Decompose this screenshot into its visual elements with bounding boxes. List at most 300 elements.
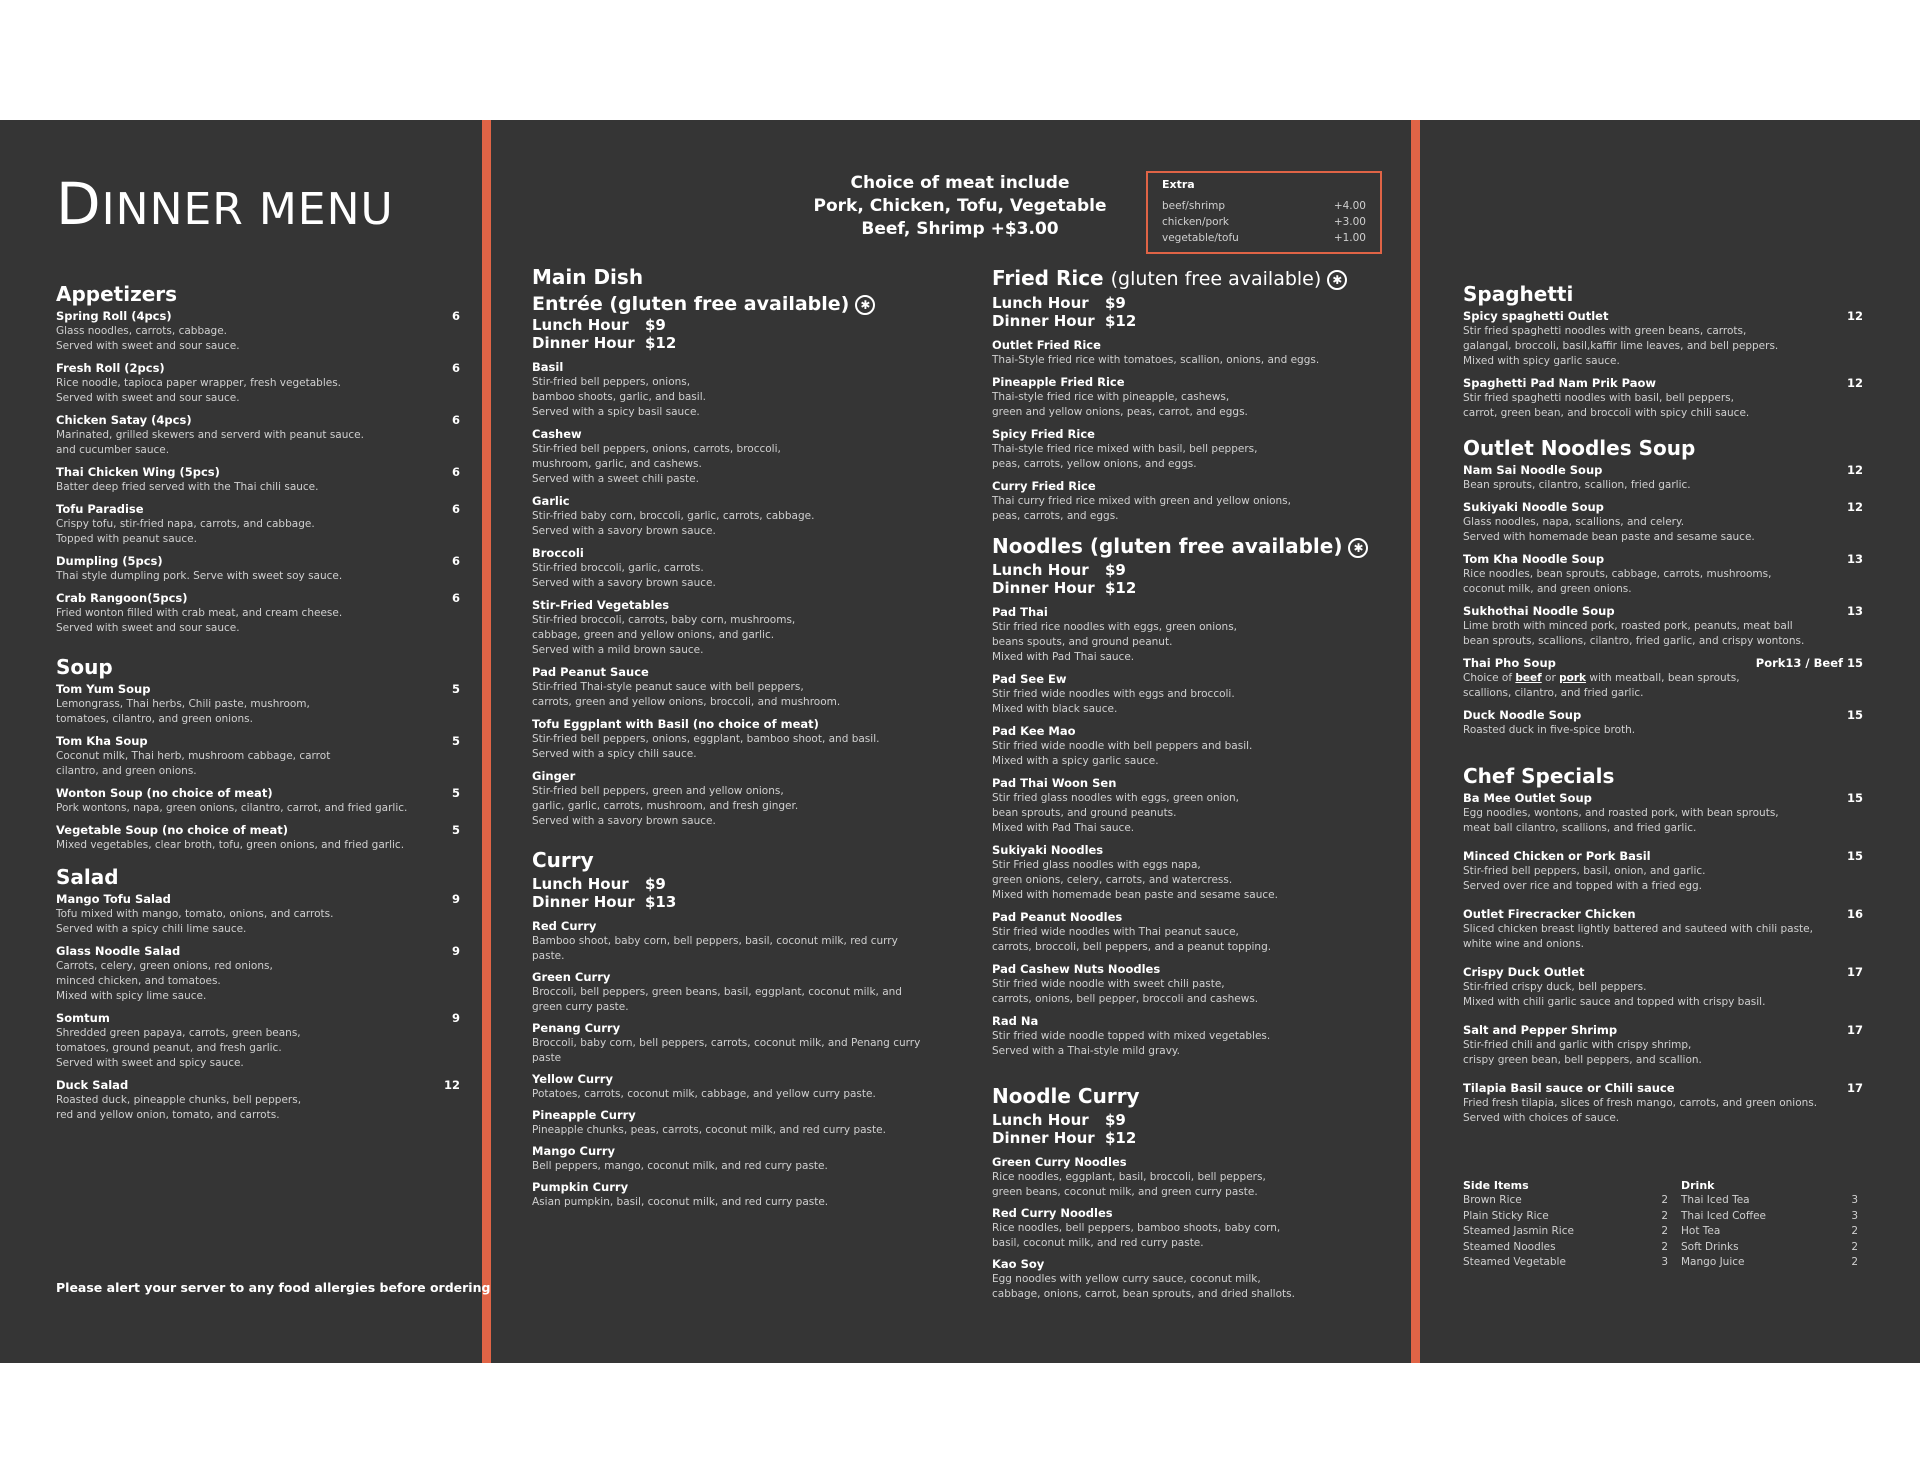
item-name: Outlet Fried Rice <box>992 338 1101 352</box>
menu-sheet <box>0 120 1920 1363</box>
list-item <box>56 465 460 495</box>
list-item <box>992 1257 1392 1302</box>
item-name: Pad Peanut Noodles <box>992 910 1123 924</box>
item-description: Stir-fried bell peppers, basil, onion, and garlic. Served over rice and topped with a fried egg. <box>1463 865 1706 892</box>
item-description: Thai-Style fried rice with tomatoes, scallion, onions, and eggs. <box>992 354 1320 366</box>
list-item <box>992 605 1392 665</box>
item-description: Thai-style fried rice with pineapple, cashews, green and yellow onions, peas, carrot, and eggs. <box>992 391 1248 418</box>
fried-rice-section <box>992 266 1392 531</box>
item-name: Garlic <box>532 494 570 508</box>
item-name: Sukiyaki Noodle Soup <box>1463 500 1604 514</box>
list-item <box>1463 309 1863 369</box>
soup-section <box>56 655 460 860</box>
item-name: Cashew <box>532 427 582 441</box>
chef-specials-list <box>1463 791 1863 1126</box>
chef-specials-heading: Chef Specials <box>1463 764 1615 788</box>
price-row <box>1463 1240 1668 1256</box>
price-row <box>1463 1255 1668 1271</box>
curry-dinner-hour: Dinner Hour $13 <box>532 893 677 911</box>
noodle-curry-lunch-hour: Lunch Hour $9 <box>992 1111 1126 1129</box>
item-name: Basil <box>532 360 564 374</box>
list-item <box>56 892 460 937</box>
item-description: Bean sprouts, cilantro, scallion, fried garlic. <box>1463 479 1691 491</box>
item-name: Tom Kha Soup <box>56 734 148 748</box>
price-row <box>1162 230 1366 246</box>
list-item <box>992 910 1392 955</box>
noodles-lunch-hour: Lunch Hour $9 <box>992 561 1126 579</box>
item-description: Stir fried spaghetti noodles with basil, bell peppers, carrot, green bean, and broccoli with spicy chili sauce. <box>1463 392 1750 419</box>
list-item <box>56 682 460 727</box>
list-item <box>56 502 460 547</box>
item-description: Pineapple chunks, peas, carrots, coconut milk, and red curry paste. <box>532 1124 886 1136</box>
soup-list <box>56 682 460 853</box>
page-title: DINNER MENU <box>56 170 394 238</box>
row-label: Thai Iced Tea <box>1681 1194 1750 1206</box>
list-item: Thai Pho Soup Pork13 / Beef 15 Choice of beef or pork with meatball, bean sprouts, scallions, cilantro, and fried garlic. <box>1463 656 1863 699</box>
item-description: Egg noodles, wontons, and roasted pork, with bean sprouts, meat ball cilantro, scallions, and fried garlic. <box>1463 807 1779 834</box>
list-item <box>992 1206 1392 1251</box>
item-description: Stir fried glass noodles with eggs, green onion, bean sprouts, and ground peanuts. Mixed with Pad Thai sauce. <box>992 792 1240 834</box>
extra-list <box>1162 198 1366 246</box>
item-name: Kao Soy <box>992 1257 1045 1271</box>
divider-stripe-right <box>1411 120 1420 1363</box>
item-price: 9 <box>451 944 460 958</box>
item-price: 16 <box>1846 907 1863 921</box>
row-price: 3 <box>1661 1256 1668 1268</box>
item-price: 5 <box>451 786 460 800</box>
row-label: Hot Tea <box>1681 1225 1721 1237</box>
item-description: Mixed vegetables, clear broth, tofu, green onions, and fried garlic. <box>56 839 405 851</box>
item-name: Pad Kee Mao <box>992 724 1076 738</box>
row-price: 3 <box>1851 1194 1858 1206</box>
item-description: Stir-fried chili and garlic with crispy shrimp, crispy green bean, bell peppers, and scallion. <box>1463 1039 1702 1066</box>
list-item <box>992 375 1392 420</box>
main-dish-section <box>532 265 932 836</box>
item-description: Bell peppers, mango, coconut milk, and red curry paste. <box>532 1160 828 1172</box>
item-name: Mango Tofu Salad <box>56 892 171 906</box>
fried-rice-list <box>992 338 1392 524</box>
item-name: Pineapple Fried Rice <box>992 375 1125 389</box>
item-name: Pad Cashew Nuts Noodles <box>992 962 1161 976</box>
item-description: Stir-fried bell peppers, green and yellow onions, garlic, garlic, carrots, mushroom, and fresh ginger. Served with a savory brown sauce. <box>532 785 799 827</box>
list-item <box>992 1014 1392 1059</box>
item-name: Tofu Paradise <box>56 502 144 516</box>
price-row <box>1162 214 1366 230</box>
list-item <box>992 338 1392 368</box>
item-description: Stir fried wide noodle with sweet chili paste, carrots, onions, bell pepper, broccoli and cashews. <box>992 978 1259 1005</box>
item-name: Spaghetti Pad Nam Prik Paow <box>1463 376 1657 390</box>
list-item <box>56 944 460 1004</box>
item-description: Rice noodles, bean sprouts, cabbage, carrots, mushrooms, coconut milk, and green onions. <box>1463 568 1772 595</box>
item-name: Curry Fried Rice <box>992 479 1096 493</box>
item-name: Tilapia Basil sauce or Chili sauce <box>1463 1081 1675 1095</box>
drink-section <box>1681 1178 1858 1271</box>
item-name: Dumpling (5pcs) <box>56 554 163 568</box>
extra-heading: Extra <box>1162 178 1195 191</box>
list-item <box>56 591 460 636</box>
item-price: 13 <box>1846 552 1863 566</box>
item-description: Stir-fried bell peppers, onions, bamboo shoots, garlic, and basil. Served with a spicy basil sauce. <box>532 376 706 418</box>
item-description: Stir-fried baby corn, broccoli, garlic, carrots, cabbage. Served with a savory brown sauce. <box>532 510 815 537</box>
noodles-dinner-hour: Dinner Hour $12 <box>992 579 1137 597</box>
item-name: Pad Thai Woon Sen <box>992 776 1117 790</box>
item-name: Sukiyaki Noodles <box>992 843 1104 857</box>
row-label: chicken/pork <box>1162 216 1229 228</box>
chef-specials-section <box>1463 764 1863 1139</box>
list-item <box>992 427 1392 472</box>
item-name: Nam Sai Noodle Soup <box>1463 463 1603 477</box>
outlet-noodles-soup-section <box>1463 436 1863 745</box>
item-name: Rad Na <box>992 1014 1039 1028</box>
drink-list <box>1681 1193 1858 1271</box>
list-item <box>56 786 460 816</box>
item-name: Vegetable Soup (no choice of meat) <box>56 823 288 837</box>
item-description: Stir fried wide noodle with bell peppers and basil. Mixed with a spicy garlic sauce. <box>992 740 1253 767</box>
list-item <box>56 554 460 584</box>
list-item <box>1463 1081 1863 1126</box>
row-price: 2 <box>1661 1209 1668 1222</box>
drink-heading: Drink <box>1681 1179 1715 1192</box>
item-price: 6 <box>451 465 460 479</box>
item-description: Stir-fried broccoli, garlic, carrots. Served with a savory brown sauce. <box>532 562 716 589</box>
list-item <box>1463 907 1863 952</box>
list-item <box>56 413 460 458</box>
item-price: 6 <box>451 554 460 568</box>
item-price: 17 <box>1846 1081 1863 1095</box>
price-row <box>1463 1224 1668 1240</box>
row-price: +3.00 <box>1333 216 1366 228</box>
price-row <box>1681 1240 1858 1256</box>
salad-heading: Salad <box>56 865 119 889</box>
meat-choice: Choice of meat include Pork, Chicken, Tofu, Vegetable Beef, Shrimp +$3.00 <box>813 173 1107 239</box>
item-description: Potatoes, carrots, coconut milk, cabbage, and yellow curry paste. <box>532 1088 876 1100</box>
list-item <box>992 776 1392 836</box>
item-description: Stir fried wide noodle topped with mixed vegetables. Served with a Thai-style mild gravy. <box>992 1030 1271 1057</box>
list-item <box>532 1021 932 1066</box>
item-price: 12 <box>1846 376 1863 390</box>
list-item <box>1463 1023 1863 1068</box>
item-name: Somtum <box>56 1011 110 1025</box>
list-item <box>992 724 1392 769</box>
item-description: Carrots, celery, green onions, red onions, minced chicken, and tomatoes. Mixed with spicy lime sauce. <box>56 960 273 1002</box>
row-label: beef/shrimp <box>1162 200 1226 212</box>
row-price: 3 <box>1851 1209 1858 1222</box>
item-price: 6 <box>451 361 460 375</box>
item-price: 15 <box>1846 791 1863 805</box>
item-description: Fried fresh tilapia, slices of fresh mango, carrots, and green onions. Served with choices of sauce. <box>1463 1097 1818 1124</box>
item-description: Stir fried spaghetti noodles with green beans, carrots, galangal, broccoli, basil,kaffir lime leaves, and bell peppers. Mixed with spicy garlic sauce. <box>1463 325 1779 367</box>
spaghetti-list <box>1463 309 1863 421</box>
price-row <box>1681 1224 1858 1240</box>
curry-list <box>532 919 932 1210</box>
row-price: 2 <box>1661 1225 1668 1237</box>
item-description: Crispy tofu, stir-fried napa, carrots, and cabbage. Topped with peanut sauce. <box>56 518 315 545</box>
item-price: 12 <box>1846 463 1863 477</box>
item-name: Spicy spaghetti Outlet <box>1463 309 1609 323</box>
list-item <box>532 546 932 591</box>
row-price: 2 <box>1661 1240 1668 1253</box>
item-name: Ba Mee Outlet Soup <box>1463 791 1592 805</box>
item-name: Stir-Fried Vegetables <box>532 598 670 612</box>
item-name: Tom Yum Soup <box>56 682 151 696</box>
side-items-section <box>1463 1178 1668 1271</box>
item-description: Egg noodles with yellow curry sauce, coconut milk, cabbage, onions, carrot, bean sprouts, and dried shallots. <box>992 1273 1295 1300</box>
entree-heading: Entrée (gluten free available) ✱ <box>532 292 932 316</box>
item-name: Pumpkin Curry <box>532 1180 629 1194</box>
item-name: Red Curry <box>532 919 597 933</box>
list-item <box>532 970 932 1015</box>
item-name: Minced Chicken or Pork Basil <box>1463 849 1651 863</box>
list-item <box>56 1078 460 1123</box>
list-item <box>992 843 1392 903</box>
item-description: Stir Fried glass noodles with eggs napa, green onions, celery, carrots, and watercress. Mixed with homemade bean paste and sesame sauce. <box>992 859 1278 901</box>
list-item: Duck Noodle Soup 15 Roasted duck in five-spice broth. <box>1463 708 1863 736</box>
item-description: Glass noodles, napa, scallions, and celery. Served with homemade bean paste and sesame sauce. <box>1463 516 1755 543</box>
wheat-icon: ✱ <box>1348 538 1368 558</box>
dinner-hour: Dinner Hour $12 <box>532 334 677 352</box>
item-name: Tofu Eggplant with Basil (no choice of meat) <box>532 717 819 731</box>
fried-rice-dinner-hour: Dinner Hour $12 <box>992 312 1137 330</box>
noodle-curry-section <box>992 1084 1392 1308</box>
list-item <box>532 665 932 710</box>
divider-stripe-left <box>482 120 491 1363</box>
item-name: Duck Salad <box>56 1078 129 1092</box>
item-description: Asian pumpkin, basil, coconut milk, and red curry paste. <box>532 1196 829 1208</box>
item-description: Stir fried wide noodles with eggs and broccoli. Mixed with black sauce. <box>992 688 1235 715</box>
price-row <box>1681 1209 1858 1225</box>
item-description: Fried wonton filled with crab meat, and cream cheese. Served with sweet and sour sauce. <box>56 607 343 634</box>
row-price: +4.00 <box>1333 200 1366 212</box>
item-name: Red Curry Noodles <box>992 1206 1113 1220</box>
item-price: 6 <box>451 502 460 516</box>
item-price: 6 <box>451 309 460 323</box>
list-item <box>532 1108 932 1138</box>
item-name: Broccoli <box>532 546 584 560</box>
list-item <box>1463 604 1863 649</box>
item-description: Lime broth with minced pork, roasted pork, peanuts, meat ball bean sprouts, scallions, cilantro, fried garlic, and crispy wontons. <box>1463 620 1805 647</box>
item-name: Fresh Roll (2pcs) <box>56 361 165 375</box>
curry-section <box>532 848 932 1216</box>
list-item <box>1463 849 1863 894</box>
item-price: 13 <box>1846 604 1863 618</box>
side-items-list <box>1463 1193 1668 1271</box>
item-description: Tofu mixed with mango, tomato, onions, and carrots. Served with a spicy chili lime sauce. <box>56 908 334 935</box>
item-description: Shredded green papaya, carrots, green beans, tomatoes, ground peanut, and fresh garlic. Served with sweet and spicy sauce. <box>56 1027 301 1069</box>
item-name: Green Curry Noodles <box>992 1155 1127 1169</box>
salad-section <box>56 865 460 1130</box>
item-price: 12 <box>1846 500 1863 514</box>
item-price: 6 <box>451 413 460 427</box>
item-description: Roasted duck, pineapple chunks, bell peppers, red and yellow onion, tomato, and carrots. <box>56 1094 302 1121</box>
item-description: Thai style dumpling pork. Serve with sweet soy sauce. <box>56 570 343 582</box>
item-description: Pork wontons, napa, green onions, cilantro, carrot, and fried garlic. <box>56 802 408 814</box>
item-description: Coconut milk, Thai herb, mushroom cabbage, carrot cilantro, and green onions. <box>56 750 331 777</box>
item-description: Thai curry fried rice mixed with green and yellow onions, peas, carrots, and eggs. <box>992 495 1291 522</box>
item-name: Spicy Fried Rice <box>992 427 1095 441</box>
list-item <box>1463 500 1863 545</box>
row-label: Brown Rice <box>1463 1194 1522 1206</box>
item-price: 5 <box>451 823 460 837</box>
item-name: Green Curry <box>532 970 611 984</box>
item-name: Yellow Curry <box>532 1072 613 1086</box>
curry-heading: Curry <box>532 848 594 872</box>
item-description: Stir-fried bell peppers, onions, carrots, broccoli, mushroom, garlic, and cashews. Served with a sweet chili paste. <box>532 443 781 485</box>
item-description: Stir fried rice noodles with eggs, green onions, beans spouts, and ground peanut. Mixed with Pad Thai sauce. <box>992 621 1238 663</box>
item-description: Stir-fried Thai-style peanut sauce with bell peppers, carrots, green and yellow onions, broccoli, and mushroom. <box>532 681 841 708</box>
item-name: Mango Curry <box>532 1144 615 1158</box>
noodle-curry-list <box>992 1155 1392 1302</box>
noodles-list <box>992 605 1392 1059</box>
noodles-section <box>992 534 1392 1066</box>
item-name: Pad Thai <box>992 605 1048 619</box>
wheat-icon: ✱ <box>855 295 875 315</box>
list-item <box>1463 791 1863 836</box>
list-item <box>532 1072 932 1102</box>
side-items-heading: Side Items <box>1463 1179 1529 1192</box>
item-name: Outlet Firecracker Chicken <box>1463 907 1636 921</box>
row-label: Thai Iced Coffee <box>1681 1209 1766 1222</box>
list-item <box>532 1144 932 1174</box>
item-price: 6 <box>451 591 460 605</box>
list-item <box>992 479 1392 524</box>
item-name: Crispy Duck Outlet <box>1463 965 1585 979</box>
row-label: Soft Drinks <box>1681 1240 1739 1253</box>
item-name: Chicken Satay (4pcs) <box>56 413 192 427</box>
item-description: Marinated, grilled skewers and serverd with peanut sauce. and cucumber sauce. <box>56 429 364 456</box>
spaghetti-heading: Spaghetti <box>1463 282 1574 306</box>
item-price: 9 <box>451 1011 460 1025</box>
row-price: 2 <box>1661 1194 1668 1206</box>
item-name: Salt and Pepper Shrimp <box>1463 1023 1618 1037</box>
wheat-icon: ✱ <box>1327 270 1347 290</box>
appetizers-section <box>56 282 460 643</box>
item-description: Sliced chicken breast lightly battered and sauteed with chili paste, white wine and onions. <box>1463 923 1813 950</box>
lunch-hour: Lunch Hour $9 <box>532 316 666 334</box>
row-price: 2 <box>1851 1256 1858 1268</box>
list-item <box>1463 376 1863 421</box>
list-item <box>532 1180 932 1210</box>
noodles-heading: Noodles (gluten free available) ✱ <box>992 534 1392 558</box>
list-item <box>56 734 460 779</box>
item-name: Pad Peanut Sauce <box>532 665 649 679</box>
item-name: Crab Rangoon(5pcs) <box>56 591 188 605</box>
extra-box <box>1146 171 1382 254</box>
list-item <box>56 361 460 406</box>
row-label: Steamed Noodles <box>1463 1240 1556 1253</box>
item-price: 17 <box>1846 1023 1863 1037</box>
item-name: Penang Curry <box>532 1021 621 1035</box>
row-label: Plain Sticky Rice <box>1463 1209 1549 1222</box>
list-item <box>532 717 932 762</box>
outlet-noodles-soup-heading: Outlet Noodles Soup <box>1463 436 1696 460</box>
item-name: Spring Roll (4pcs) <box>56 309 172 323</box>
list-item <box>532 494 932 539</box>
item-price: 12 <box>443 1078 460 1092</box>
item-description: Stir-fried crispy duck, bell peppers. Mixed with chili garlic sauce and topped with crispy basil. <box>1463 981 1766 1008</box>
item-name: Thai Chicken Wing (5pcs) <box>56 465 220 479</box>
noodle-curry-heading: Noodle Curry <box>992 1084 1140 1108</box>
item-description: Batter deep fried served with the Thai chili sauce. <box>56 481 319 493</box>
row-label: vegetable/tofu <box>1162 232 1239 244</box>
item-description: Glass noodles, carrots, cabbage. Served with sweet and sour sauce. <box>56 325 240 352</box>
row-price: 2 <box>1851 1240 1858 1253</box>
main-dish-list <box>532 360 932 829</box>
price-row <box>1681 1255 1858 1271</box>
soup-heading: Soup <box>56 655 113 679</box>
spaghetti-section <box>1463 282 1863 428</box>
row-label: Steamed Vegetable <box>1463 1256 1566 1268</box>
list-item <box>56 309 460 354</box>
row-price: 2 <box>1851 1225 1858 1237</box>
item-description: Stir-fried broccoli, carrots, baby corn, mushrooms, cabbage, green and yellow onions, and garlic. Served with a mild brown sauce. <box>532 614 796 656</box>
list-item <box>1463 463 1863 493</box>
appetizers-heading: Appetizers <box>56 282 178 306</box>
allergy-notice: Please alert your server to any food allergies before ordering <box>56 1280 491 1295</box>
item-description: Thai-style fried rice mixed with basil, bell peppers, peas, carrots, yellow onions, and eggs. <box>992 443 1258 470</box>
item-description: Stir-fried bell peppers, onions, eggplant, bamboo shoot, and basil. Served with a spicy chili sauce. <box>532 733 880 760</box>
item-description: Rice noodles, bell peppers, bamboo shoots, baby corn, basil, coconut milk, and red curry paste. <box>992 1222 1281 1249</box>
row-price: +1.00 <box>1333 232 1366 244</box>
item-price: 5 <box>451 734 460 748</box>
main-dish-heading: Main Dish <box>532 265 644 289</box>
appetizers-list <box>56 309 460 636</box>
outlet-noodles-soup-list <box>1463 463 1863 649</box>
price-row <box>1162 198 1366 214</box>
list-item <box>532 360 932 420</box>
item-name: Sukhothai Noodle Soup <box>1463 604 1615 618</box>
item-description: Stir fried wide noodles with Thai peanut sauce, carrots, broccoli, bell peppers, and a peanut topping. <box>992 926 1272 953</box>
item-name: Wonton Soup (no choice of meat) <box>56 786 273 800</box>
price-row <box>1681 1193 1858 1209</box>
item-description: Lemongrass, Thai herbs, Chili paste, mushroom, tomatoes, cilantro, and green onions. <box>56 698 310 725</box>
curry-lunch-hour: Lunch Hour $9 <box>532 875 666 893</box>
list-item <box>532 427 932 487</box>
item-description: Broccoli, bell peppers, green beans, basil, eggplant, coconut milk, and green curry paste. <box>532 986 902 1013</box>
item-name: Tom Kha Noodle Soup <box>1463 552 1605 566</box>
fried-rice-heading: Fried Rice (gluten free available) ✱ <box>992 266 1392 291</box>
item-description: Rice noodles, eggplant, basil, broccoli, bell peppers, green beans, coconut milk, and green curry paste. <box>992 1171 1266 1198</box>
list-item <box>56 823 460 853</box>
list-item <box>56 1011 460 1071</box>
list-item <box>532 769 932 829</box>
item-price: 5 <box>451 682 460 696</box>
salad-list <box>56 892 460 1123</box>
item-price: 12 <box>1846 309 1863 323</box>
item-description: Rice noodle, tapioca paper wrapper, fresh vegetables. Served with sweet and sour sauce. <box>56 377 342 404</box>
list-item <box>532 919 932 964</box>
list-item <box>992 672 1392 717</box>
row-label: Steamed Jasmin Rice <box>1463 1225 1574 1237</box>
list-item <box>1463 552 1863 597</box>
price-row <box>1463 1209 1668 1225</box>
item-name: Pad See Ew <box>992 672 1067 686</box>
list-item <box>532 598 932 658</box>
item-name: Ginger <box>532 769 576 783</box>
list-item <box>1463 965 1863 1010</box>
fried-rice-lunch-hour: Lunch Hour $9 <box>992 294 1126 312</box>
item-name: Glass Noodle Salad <box>56 944 181 958</box>
list-item <box>992 962 1392 1007</box>
list-item <box>992 1155 1392 1200</box>
item-description: Bamboo shoot, baby corn, bell peppers, basil, coconut milk, red curry paste. <box>532 935 898 962</box>
item-price: 17 <box>1846 965 1863 979</box>
price-row <box>1463 1193 1668 1209</box>
item-price: 9 <box>451 892 460 906</box>
item-price: 15 <box>1846 849 1863 863</box>
item-description: Broccoli, baby corn, bell peppers, carrots, coconut milk, and Penang curry paste <box>532 1037 921 1064</box>
item-name: Pineapple Curry <box>532 1108 636 1122</box>
row-label: Mango Juice <box>1681 1256 1745 1268</box>
